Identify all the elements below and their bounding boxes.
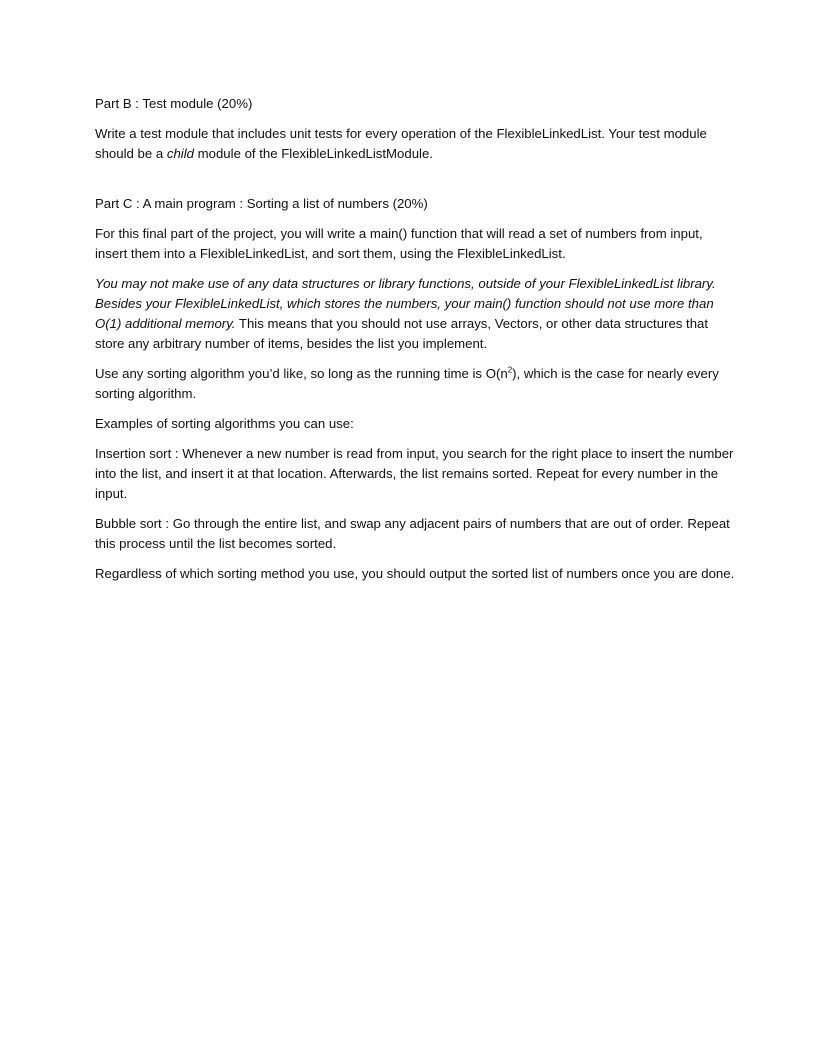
part-c-examples-intro: Examples of sorting algorithms you can use:	[95, 416, 354, 431]
part-b-paragraph	[95, 124, 735, 164]
part-c-restriction-rest: This means that you should not use arrays, Vectors, or other data structures that store any arbitrary number of items, besides the list you implement.	[95, 316, 709, 351]
complexity-text-end: ), which is the case for nearly every sorting algorithm.	[95, 366, 719, 401]
part-c-intro-paragraph: For this final part of the project, you will write a main() function that will read a set of numbers from input, insert them into a FlexibleLinkedList, and sort them, using the FlexibleLinkedList.	[95, 226, 703, 261]
document-body	[95, 94, 735, 594]
part-b-heading: Part B : Test module (20%)	[95, 96, 253, 111]
insertion-sort-paragraph: Insertion sort : Whenever a new number is read from input, you search for the right place to insert the number into the list, and insert it at that location. Afterwards, the list remains sorted. Repeat for every number in the input.	[95, 446, 734, 501]
output-instruction-paragraph: Regardless of which sorting method you use, you should output the sorted list of numbers once you are done.	[95, 566, 735, 581]
part-b-italic-word: child	[166, 146, 194, 161]
part-c-heading: Part C : A main program : Sorting a list of numbers (20%)	[95, 196, 428, 211]
part-b-text-end: module of the FlexibleLinkedListModule.	[193, 146, 433, 161]
part-b-text-start: Write a test module that includes unit tests for every operation of the FlexibleLinkedList. Your test module should be a	[95, 126, 707, 161]
part-c-restriction-paragraph	[95, 274, 735, 354]
part-c-restriction-italic: You may not make use of any data structures or library functions, outside of your FlexibleLinkedList library. Besides your FlexibleLinkedList, which stores the numbers, your main() function should not use more than O(1) additional memory.	[95, 276, 716, 331]
part-c-complexity-paragraph	[95, 364, 735, 404]
bubble-sort-paragraph: Bubble sort : Go through the entire list, and swap any adjacent pairs of numbers that are out of order. Repeat this process until the list becomes sorted.	[95, 516, 730, 551]
complexity-text-start: Use any sorting algorithm you’d like, so long as the running time is O(n	[95, 366, 508, 381]
complexity-exponent: 2	[507, 365, 513, 375]
section-spacer	[95, 174, 735, 194]
